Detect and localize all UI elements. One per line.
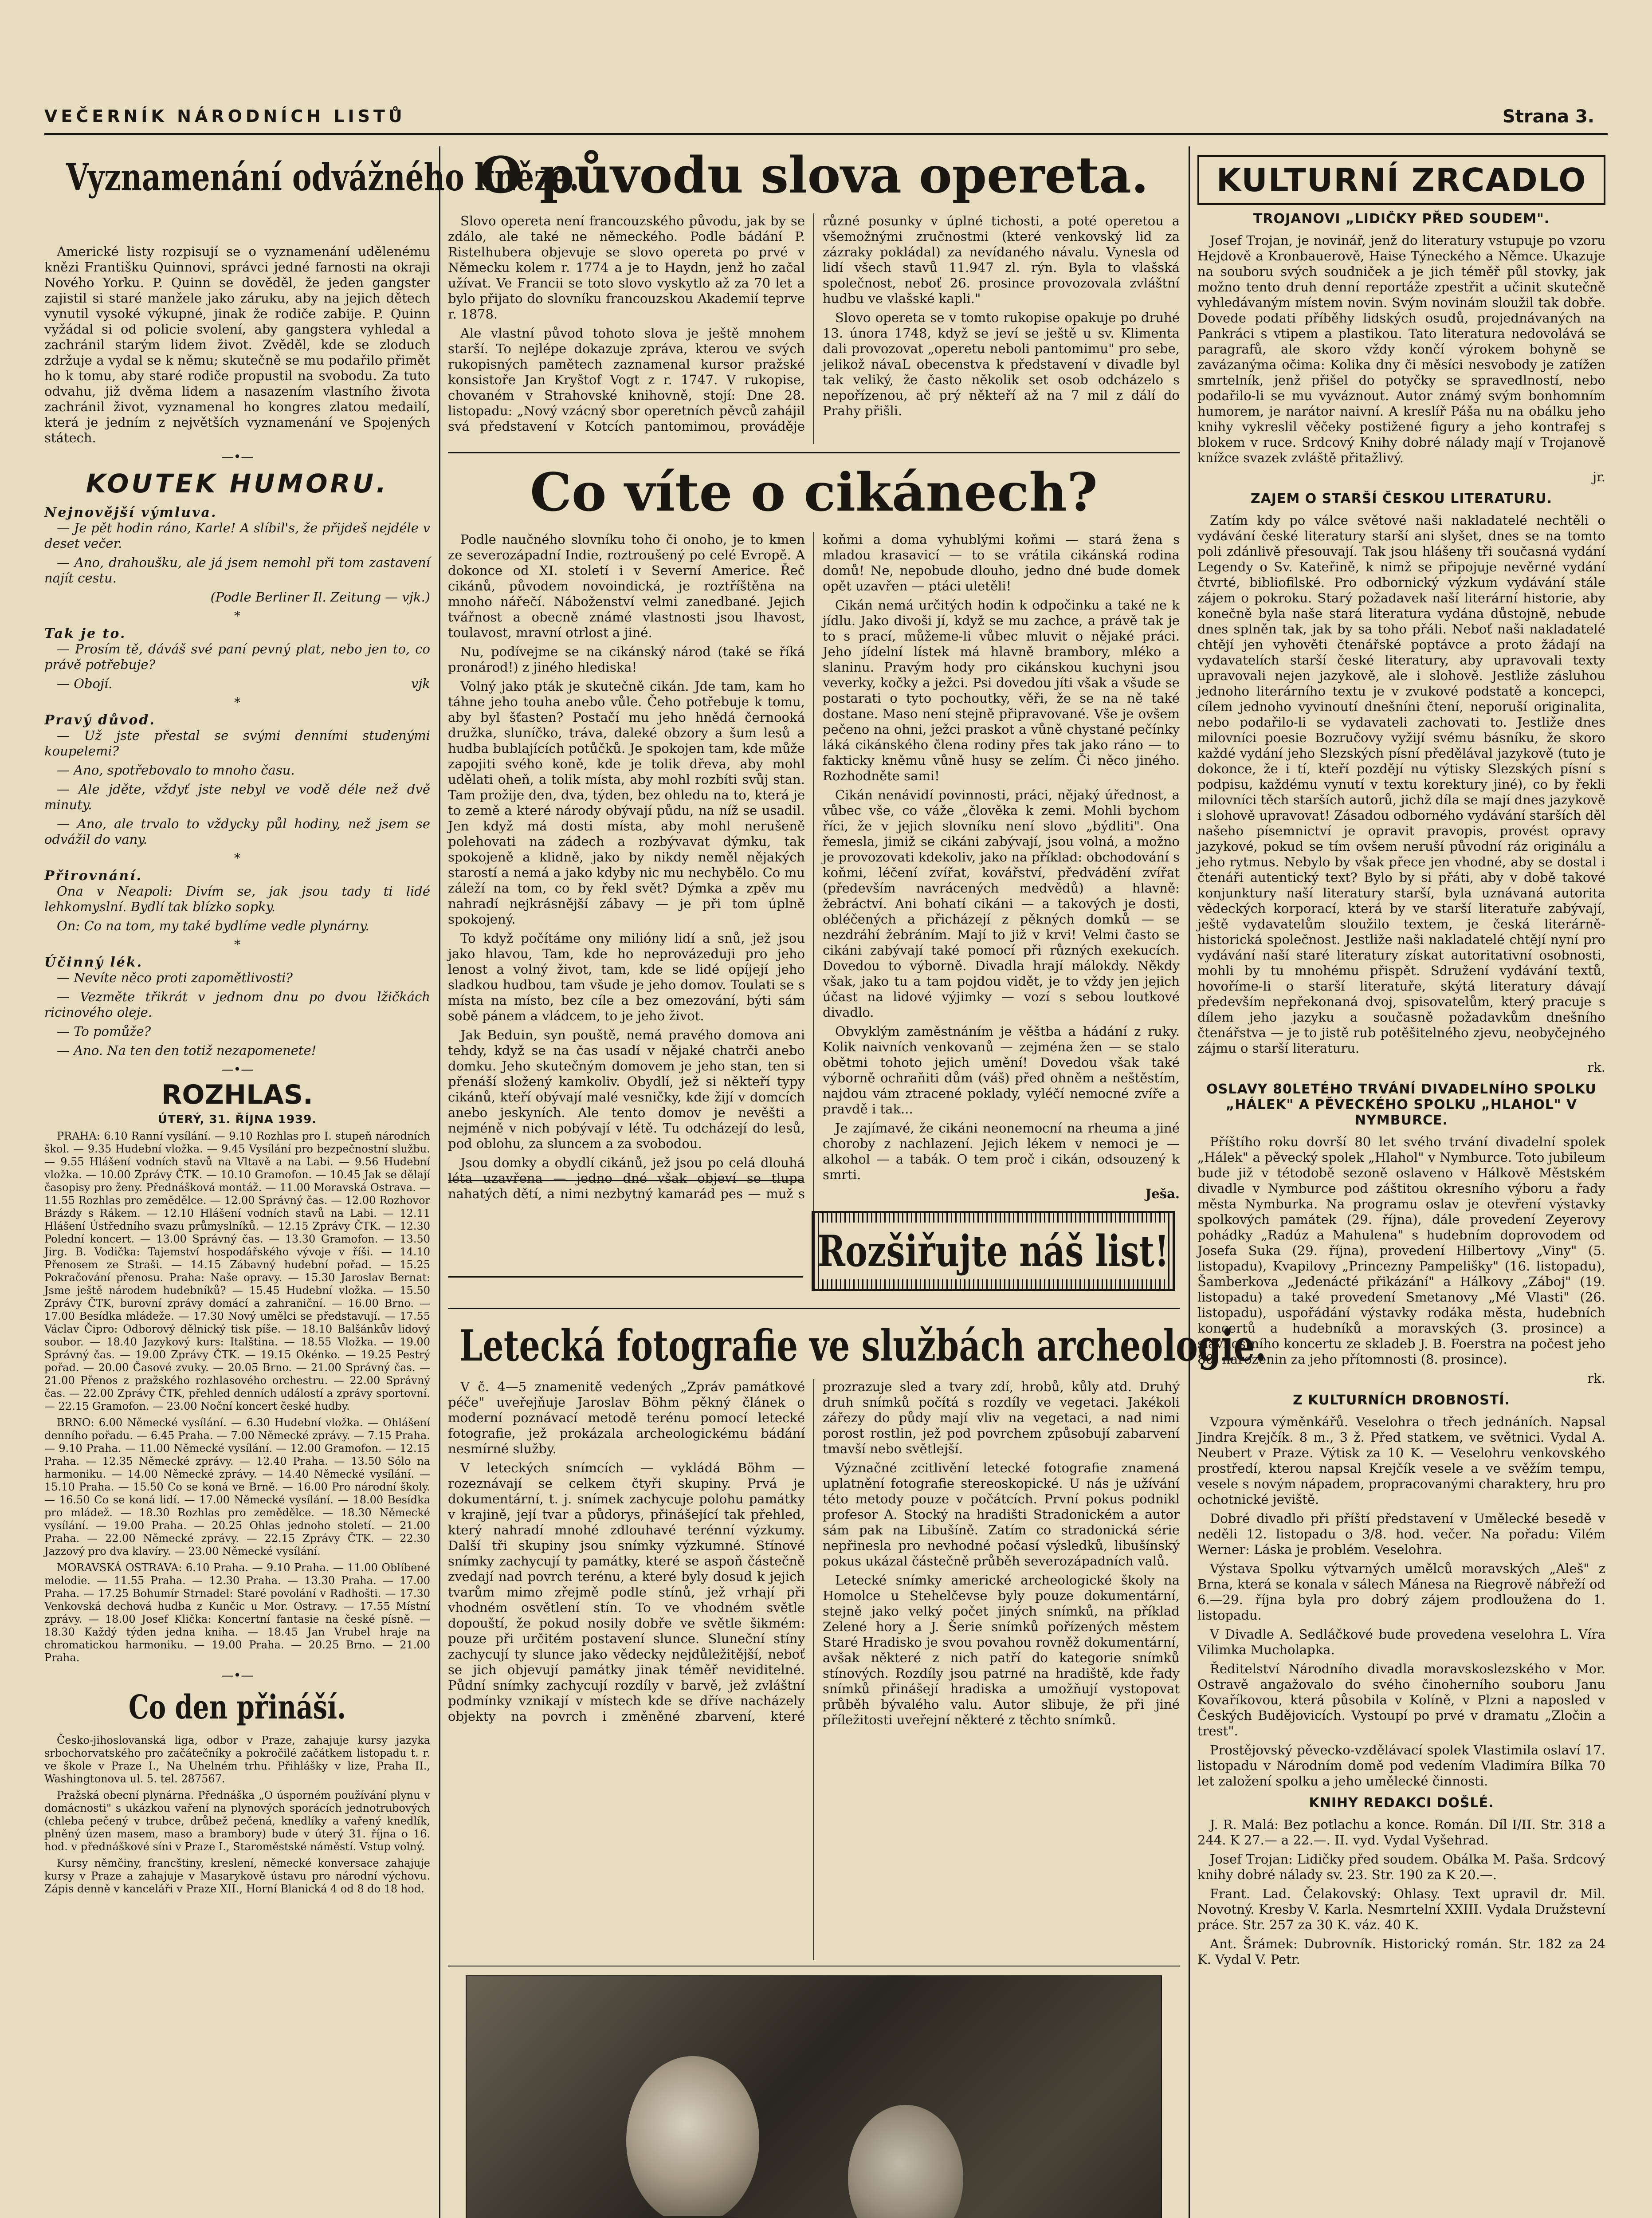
joke-line: — Ano, spotřebovalo to mnoho času. <box>57 763 295 778</box>
cikani-end-area <box>448 1180 803 1278</box>
joke-title: Nejnovější výmluva. <box>44 505 217 520</box>
article-text: To když počítáme ony milióny lidí a snů, jež jsou jako hlavou, Tam, kde ho neprovázeduji pro jeho lenost a volný život, tam, kde se lidé opíjejí jeho sladkou hudbou, tam všude je jeho domov. Toulati se s místa na místo, bez cíle a bez omezování, býti sám sobě pánem a vládcem, to je jeho život. <box>448 931 805 1023</box>
author-signature: Ješa. <box>1145 1186 1180 1201</box>
actor-face-left <box>626 2056 759 2218</box>
article-subheading: KNIHY REDAKCI DOŠLÉ. <box>1309 1795 1494 1811</box>
news-item: Prostějovský pěvecko-vzdělávací spolek Vlastimila oslaví 17. listopadu v Národním domě pod vedením Vladimíra Bílka 70 let založení spolku a jeho umělecké činnosti. <box>1197 1742 1605 1789</box>
joke-line: — Ano, ale trvalo to vždycky půl hodiny, než jsem se odvážil do vany. <box>44 816 430 847</box>
article-text: Americké listy rozpisují se o vyznamenání udělenému knězi Františku Quinnovi, správci jedné farnosti na okraji Nového Yorku. P. Quinn se dověděl, že jeden gangster zajistil si staré manžele jako záruku, aby na jejich dětech vynutil vysoké výkupné, jinak že rodiče zabije. P. Quinn vyžádal si od policie svolení, aby gangstera vyhledal a zachránil starým lidem život. Zvěděl, kde se zloduch zdržuje a vydal se k němu; skutečně se mu podařilo přimět ho k tomu, aby staré rodiče propustil na svobodu. Za tuto odvahu, již dvěma lidem a nasazením vlastního života zachránil život, vyznamenal ho kongres zlatou medailí, která je jedním z největších vyznamenání ve Spojených státech. <box>44 244 430 445</box>
article-headline: O původu slova opereta. <box>479 146 1149 204</box>
article-text: Podle naučného slovníku toho či onoho, je to kmen ze severozápadní Indie, roztroušený po celé Evropě. A dokonce od XI. století i v Severní Americe. Řeč cikánů, původem novoindická, je roztříštěna na mnoho nářečí. Náboženství velmi zanedbané. Jejich tvářnost a obecně známé vlastnosti jsou lhavost, toulavost, mravní otrlost a jiné. <box>448 532 805 640</box>
radio-date: ÚTERÝ, 31. ŘÍJNA 1939. <box>157 1113 317 1126</box>
article-headline: Vyznamenání odvážného kněze. <box>66 155 580 199</box>
radio-listing: PRAHA: 6.10 Ranní vysílání. — 9.10 Rozhlas pro I. stupeň národních škol. — 9.35 Hudební vložka. — 9.45 Vysílání pro bezpečnostní službu. — 9.55 Hlášení vodních stavů na Vltavě a na Labi. — 9.56 Hudební vložka. — 10.00 Zprávy ČTK. — 10.10 Gramofon. — 10.45 Jak se dělají časopisy pro ženy. Přednášková montáž. — 11.00 Moravská Ostrava. — 11.55 Rozhlas pro zemědělce. — 12.00 Správný čas. — 12.00 Rozhovor Brázdy s Rákem. — 12.10 Hlášení vodních stavů na Labi. — 12.11 Hlášení Ústředního svazu průmyslníků. — 12.15 Zprávy ČTK. — 12.30 Polední koncert. — 13.00 Správný čas. — 13.30 Gramofon. — 13.50 Jirg. B. Vodička: Tajemství hospodářského vývoje v říši. — 14.10 Přenosem ze Straši. — 14.15 Zábavný hudební pořad. — 15.25 Pokračování přenosu. Praha: Naše opravy. — 15.30 Jaroslav Bernat: Jsme ještě národem hudebníků? — 15.45 Hudební vložka. — 15.50 Zprávy ČTK, burovní zprávy domácí a zahraniční. — 16.00 Brno. — 17.00 Besídka mládeže. — 17.30 Nový umělci se představují. — 17.55 Václav Čipro: Odborový dělnický tisk píše. — 18.10 Balšánkův lidový soubor. — 18.40 Jazykový kurs: Italština. — 18.55 Vložka. — 19.00 Správný čas. — 19.00 Zprávy ČTK. — 19.15 Okénko. — 19.25 Pestrý pořad. — 20.00 Časové zvuky. — 20.05 Brno. — 21.00 Správný čas. — 21.00 Přenos z pražského rozhlasového orchestru. — 22.00 Správný čas. — 22.00 Zprávy ČTK, přehled denních událostí a zprávy sportovní. — 22.15 Gramofon. — 23.00 Noční koncert české hudby. <box>44 1130 430 1412</box>
article-text: Jak Beduin, syn pouště, nemá pravého domova ani tehdy, když se na čas usadí v nějaké chatrči anebo domku. Jeho skutečným domovem je jeho stan, ten si přenáší složený kamkoliv. Obydlí, jež si někteří typy cikánů, kteří obývají malé vesničky, kde žijí v domcích anebo jeskyních. Ale tento domov je nevěšti a nejméně v nich pobývají v létě. Tu odcházejí do lesů, pod oblohu, za sluncem a za svobodou. <box>448 1027 805 1151</box>
radio-heading: ROZHLAS. <box>161 1079 313 1110</box>
article-text: Cikán nemá určitých hodin k odpočinku a také ne k jídlu. Jako divoši jí, když se mu zachce, a právě tak je to s prací, můžeme-li vůbec mluvit o nějaké práci. Jeho jídelní lístek má hlavně brambory, mléko a slaninu. Pravým hody pro cikánskou kuchyni jsou veverky, kočky a ježci. Psi dovedou jíti však a všude se postarati o tyto pochoutky, věři, že se na ně také dostane. Maso není stejně připravované. Vše je ovšem pečeno na ohni, ježci praskot a vůně chystané pečínky láká cikánského člena rodiny přes tak jako ráno — to fakticky kněmu vůně husy se zelím. Či něco jiného. Rozhodněte sami! <box>823 598 1180 783</box>
actor-body-left <box>577 2216 808 2218</box>
news-item: Dobré divadlo při příští představení v Umělecké besedě v neděli 12. listopadu o 3/8. hod. večer. Na pořadu: Vilém Werner: Láska je problém. Veselohra. <box>1197 1511 1605 1557</box>
article-subheading: TROJANOVI „LIDIČKY PŘED SOUDEM". <box>1253 211 1550 227</box>
article-text: Příštího roku dovrší 80 let svého trvání divadelní spolek „Hálek" a pěvecký spolek „Hlahol" v Nymburce. Toto jubileum bude již v tétodobě sezoně oslaveno v Hálkově Městském divadle v Nymburce pod záštitou okresního výboru a řady města Nymburka. Na programu oslav je otevření výstavky spolkových památek (29. října), dále provedení Zeyerovy pohádky „Radúz a Mahulena" s hudebním doprovodem od Josefa Suka (29. října), provedení Hilbertovy „Viny" (5. listopadu), Kvapilovy „Princezny Pampelišky" (16. listopadu), Šamberkova „Jedenácté přikázání" a Hálkovy „Záboj" (19. listopadu) a také provedení Smetanovy „Mé Vlasti" (26. listopadu), uspořádání výstavky rodáka města, hudebních koncertů a hudebníků a moravských (3. prosince) a slavnostního koncertu ze skladeb J. B. Foerstra na počest jeho 80. narozenin za jeho přítomnosti (8. prosince). <box>1197 1134 1605 1367</box>
article-text: Slovo opereta není francouzského původu, jak by se zdálo, ale také ne německého. Podle bádání P. Ristelhubera objevuje se slovo opereta po prvé v Německu kolem r. 1774 a je to Haydn, jenž ho začal užívat. Ve Francii se toto slovo vyskytlo až za 70 let a bylo přijato do slovníku francouzskou Akademií teprve r. 1878. <box>448 213 805 322</box>
joke-title: Přirovnání. <box>44 868 142 884</box>
book-item: J. R. Malá: Bez potlachu a konce. Román. Díl I/II. Str. 318 a 244. K 27.— a 22.—. II. vyd. Vydal Vyšehrad. <box>1197 1817 1605 1848</box>
joke-line: Ona v Neapoli: Divím se, jak jsou tady ti lidé lehkomyslní. Bydlí tak blízko sopky. <box>44 884 430 914</box>
page-number: Strana 3. <box>1502 106 1594 127</box>
column-middle-lower <box>448 1300 1267 2218</box>
separator: —•— <box>221 1062 254 1077</box>
author-signature: rk. <box>1587 1060 1605 1075</box>
column-rule-3 <box>1189 146 1190 2218</box>
separator: * <box>234 609 240 623</box>
separator: —•— <box>221 1668 254 1683</box>
article-subheading: ZAJEM O STARŠÍ ČESKOU LITERATURU. <box>1250 491 1553 507</box>
book-item: Ant. Šrámek: Dubrovník. Historický román. Str. 182 za 24 K. Vydal V. Petr. <box>1197 1936 1605 1967</box>
event-text: Česko-jihoslovanská liga, odbor v Praze, zahajuje kursy jazyka srbochorvatského pro začátečníky a pokročilé začátkem listopadu t. r. ve škole v Praze I., Na Uhelném trhu. Přihlášky v lize, Praha II., Washingtonova ul. 5. tel. 287567. <box>44 1734 430 1785</box>
article-subheading: OSLAVY 80LETÉHO TRVÁNÍ DIVADELNÍHO SPOLKU „HÁLEK" A PĚVECKÉHO SPOLKU „HLAHOL" V NYMBURCE. <box>1206 1081 1597 1128</box>
article-text: Slovo opereta se v tomto rukopise opakuje po druhé 13. února 1748, když se jeví se ještě u sv. Klimenta dali provozovat „operetu neboli pantomimu" pro sebe, jelikož návaL obecenstva k představení v divadle byl tak veliký, že často několik set osob odcházelo s nepořízenou, ač prý někteří až na 7 mil z dálí do Prahy přišli. <box>823 310 1180 418</box>
joke-title: Pravý důvod. <box>44 712 156 728</box>
article-text: Letecké snímky americké archeologické školy na Homolce u Stehelčevse byly pouze dokumentární, stejně jako velký počet jiných snímků, na příklad Zelené hory a J. Šerie snímků pořízených městem Staré Hradisko je svou povahou rovněž dokumentární, avšak některé z nich patří do kategorie snímků stínových. Rozdíly jsou patrné na hradiště, kde řady snímků přinášejí hradiska a umožňují vystopovat průběh bývalého valu. Autor slibuje, že při jiné příležitosti uveřejní některé z těchto snímků. <box>823 1573 1180 1727</box>
masthead-title: VEČERNÍK NÁRODNÍCH LISTŮ <box>44 106 406 126</box>
book-item: Frant. Lad. Čelakovský: Ohlasy. Text upravil dr. Mil. Novotný. Kresby V. Karla. Nesmrtelní XXIII. Vydala Družstevní práce. Str. 257 za 30 K. váz. 40 K. <box>1197 1886 1605 1932</box>
news-item: Vzpoura výměnkářů. Veselohra o třech jednáních. Napsal Jindra Krejčík. 8 m., 3 ž. Před statkem, ve světnici. Vydal A. Neubert v Praze. Výtisk za 10 K. — Veselohru venkovského prostředí, kterou napsal Krejčík vesele a ve svěžím tempu, vesele s novým nápadem, propracovanými charaktery, hru pro ochotnické jeviště. <box>1197 1414 1605 1507</box>
article-text: Význačné zcitlivění letecké fotografie znamená uplatnění fotografie stereoskopické. U nás je užívání této metody pouze v počátcích. První pokus podnikl profesor A. Stocký na hradišti Stradonickém a autor sám pak na Libušíně. Zatím co stradonická série nepřinesla pro nevhodné počasí výsledků, libušínský pokus ukázal částečně průběh severozápadních valů. <box>823 1460 1180 1569</box>
section-header-box <box>1197 155 1605 205</box>
joke-line: — Obojí. vjk <box>57 676 430 691</box>
promo-text: Rozšiřujte náš list! <box>817 1226 1169 1276</box>
joke-line: — Ano, drahoušku, ale já jsem nemohl při tom zastavení najít cestu. <box>44 555 430 586</box>
radio-listing: MORAVSKÁ OSTRAVA: 6.10 Praha. — 9.10 Praha. — 11.00 Oblíbené melodie. — 11.55 Praha. — 12.30 Praha. — 13.30 Praha. — 17.00 Praha. — 17.25 Bohumír Strnadel: Staré povolání v Radhošti. — 17.30 Venkovská dechová hudba z Kunčic u Mor. Ostravy. — 17.55 Místní zprávy. — 18.00 Josef Klička: Koncertní fantasie na české písně. — 18.30 Každý týden jedna kniha. — 18.45 Jan Vrubel hraje na chromatickou harmoniku. — 19.00 Praha. — 20.25 Brno. — 21.00 Praha. <box>44 1561 430 1664</box>
event-text: Kursy němčiny, francštiny, kreslení, německé konversace zahajuje kursy v Praze a zahajuje v Masarykově ústavu pro národní výchovu. Zápis denně v kanceláři v Praze XII., Horní Blanická 4 od 8 do 18 hod. <box>44 1857 430 1895</box>
joke-line: — Už jste přestal se svými denními studenými koupelemi? <box>44 728 430 759</box>
separator: * <box>234 851 240 865</box>
radio-listing: BRNO: 6.00 Německé vysílání. — 6.30 Hudební vložka. — Ohlášení denního pořadu. — 6.45 Praha. — 7.00 Německé zprávy. — 7.15 Praha. — 9.10 Praha. — 11.00 Německé vysílání. — 12.00 Gramofon. — 12.15 Praha. — 12.35 Německé zprávy. — 12.40 Praha. — 13.50 Sólo na harmoniku. — 14.00 Německé zprávy. — 14.40 Německé vysílání. — 15.10 Praha. — 15.50 Co se koná ve Brně. — 16.00 Pro národní školy. — 16.50 Co se koná lidí. — 17.00 Německé vysílání. — 18.00 Besídka pro mládež. — 18.30 Rozhlas pro zemědělce. — 18.30 Německé vysílání. — 19.00 Praha. — 20.25 Ohlas jednoho století. — 21.00 Praha. — 22.00 Německé zprávy. — 22.15 Zprávy ČTK. — 22.30 Jazzový pro dva klavíry. — 23.00 Německé vysílání. <box>44 1416 430 1557</box>
joke-source: (Podle Berliner Il. Zeitung — vjk.) <box>210 590 430 605</box>
column-right <box>1197 142 1605 2218</box>
article-subheading: Z KULTURNÍCH DROBNOSTÍ. <box>1293 1392 1510 1408</box>
article-text: Jsou domky a obydlí cikánů, jež jsou po celá dlouhá léta uzavřena — jedno dné však objeví se tlupa nahatých dětí, a nimi nezbytný kamarád pes — muž s koňmi a doma vyhublými koňmi — stará žena s mladou krasavicí — to se vrátila cikánská rodina domů! Ne, nepobude dlouho, jedno dné bude domek opět uzavřen — ptáci uletěli! <box>448 532 1180 1201</box>
book-item: Josef Trojan: Lidičky před soudem. Obálka M. Paša. Srdcový knihy dobré nálady sv. 23. Str. 190 za K 20.—. <box>1197 1852 1605 1882</box>
joke-title: Tak je to. <box>44 626 126 641</box>
masthead-rule <box>44 133 1608 135</box>
column-middle <box>448 142 1180 1357</box>
separator: —•— <box>221 449 254 464</box>
article-text: Zatím kdy po válce světové naši nakladatelé nechtěli o vydávání české literatury starší ani slyšet, dnes se na tomto poli zdánlivě přesouvají. Tak jsou hlášeny tři současná vydání Legendy o Sv. Kateřině, k nimž se připojuje nevěrné vydání čtvrté, bibliofilské. Pro odbornický výzkum vydávání stále zájem o pokroku. Starý požadavek naší literární historie, aby konečně byla naše stará literatura vydána důstojně, nebude dnes splněn tak, jak by sa toho přáli. Neboť naši nakladatelé chtějí jen vyhověti čtenářské poptávce a proto žádají na vydavatelích starší české literatury, aby upravovali texty upravovali nejen jazykově, ale i slohově. Jestliže zásluhou jednoho literárního textu je v zvukové podstatě a koncepci, cílem jednoho vyvinoutí dnešníni čtení, neporuší originalita, nebo podařilo-li se vydavateli zachovati to. Jestliže dnes milovníci poesie Bozručovy vyžijí svému básníku, že skoro každé vydání jeho Slezských písní předělával jazykově (tuto je dokonce, že i tí, kteří pozdějí nu výtisky Slezských písní s podpisu, každému vynutí v textu korektury jiné), co by řekli milovníci těch starších autorů, jichž díla se mají dnes jazykově i slohově upravovat! Zásadou odborného vydávání starších děl našeho písemnictví je opravit pravopis, provést opravy jazykové, pokud se tím ovšem neruší původní ráz originálu a jeho rytmus. Nebylo by však přece jen vhodné, aby se dostal i čtenáři autentický text? Bylo by si přáti, aby v době takové konjunktury naší literatury starší, byla uznávaná autorita vědeckých korporací, která by ve starší literatuře zabývají, ještě vydavatelům sloužilo textem, je česká literárně-historická společnost. Jestliže naši nakladatelé chtějí nyní pro vydávání naší staré literatury získat autoritativní osobnosti, mohli by tu mnohému přispět. Sdružení vydávání textů, hovoříme-li o starší literatuře, skýtá literatury dávají především nepřekonaná dvoj, spisovatelům, který pracuje s dílem jeho jazyku a současně požadavkům dnešního čtenářstva — je to jistě rub potěšitelného zjevu, neobyčejného zájmu o starší literaturu. <box>1197 513 1605 1056</box>
article-text: Obvyklým zaměstnáním je věštba a hádání z ruky. Kolik naivních venkovanů — zejména žen — se stalo obětmi tohoto jejich umění! Dovedou však také výborně ochraňiti dům (váš) před ohněm a neštěstím, najdou vám ztracené poklady, vyléčí nemocné zvíře a pravdě i tak... <box>823 1024 1180 1117</box>
joke-line: — To pomůže? <box>57 1024 151 1039</box>
article-text: V č. 4—5 znamenitě vedených „Zpráv památkové péče" uveřejňuje Jaroslav Böhm pěkný článek o moderní poznávací metodě terénu pomocí letecké fotografie, jež prokázala archeologickému bádání nesmírné služby. <box>448 1379 805 1456</box>
event-text: Pražská obecní plynárna. Přednáška „O úsporném používání plynu v domácnosti" s ukázkou vaření na plynových sporácích jednotrubových (chleba pečený v trubce, drůbež pečená, knedlíky a vařený knedlík, plněný úzen masem, maso a brambory) bude v úterý 31. října o 16. hod. v přednáškové síni v Praze I., Staroměstské náměstí. Vstup volný. <box>44 1789 430 1853</box>
joke-line: — Vezměte třikrát v jednom dnu po dvou lžičkách ricinového oleje. <box>44 989 430 1020</box>
column-left <box>44 142 580 2218</box>
separator: * <box>234 937 240 952</box>
article-text: Ale vlastní původ tohoto slova je ještě mnohem starší. To nejlépe dokazuje zpráva, kterou ve svých rukopisných pamětech zaznamenal kursor pražské konsistoře Jan Kryštof Vogt z r. 1747. V rukopise, chovaném v Strahovské knihovně, stojí: Dne 28. listopadu: „Nový vzácný sbor operetních pěvců zahájil svá představení v Kotcích pantomimou, prováděje různé posunky v úplné tichosti, a poté operetou a všemožnými zručnostmi (které venkovský lid za zázraky pokládal) za nevídaného návalu. Vynesla od lidí všech stavů 11.947 zl. rýn. Byla to vlašská společnost, neboť 26. prosince provozovala zvláštní hudbu ve vlašské kapli." <box>448 213 1180 434</box>
news-item: Výstava Spolku výtvarných umělců moravských „Aleš" z Brna, která se konala v sálech Mánesa na Riegrově nábřeží od 6.—29. října byla pro dobrý zájem prodloužena do 1. listopadu. <box>1197 1561 1605 1623</box>
article-text: Cikán nenávidí povinnosti, práci, nějaký úřednost, a vůbec vše, co váže „člověka k zemi. Mohli bychom říci, že v jejich slovníku není slovo „býdliti". Ona řemesla, jimiž se cikáni zabývají, jsou volná, a možno je provozovati kdekoliv, jako na příklad: obchodování s koňmi, léčení zvířat, kovářství, předvádění zvířat (především navrácených medvědů) a hlavně: žebráctví. Ani bohatí cikáni — a takových je dosti, obléčených a přicházejí z pěkných domků — se nezdráhí žebráním. Mají to již v krvi! Velmi často se cikáni zabývají také pomocí při různých exekucích. Dovedou to výborně. Divadla hrají málokdy. Někdy však, jako tu a tam pojdou vidět, je to vždy jen jejich účast na lidové výjimky — vozí s sebou loutkové divadlo. <box>823 787 1180 1020</box>
separator: * <box>234 695 240 710</box>
article-text: Je zajímavé, že cikáni neonemocní na rheuma a jiné choroby z nachlazení. Jejich lékem v nemoci je — alkohol — a tabák. O tem proč i cikán, odsouzený k smrti. <box>823 1121 1180 1182</box>
article-text: Josef Trojan, je novinář, jenž do literatury vstupuje po vzoru Hejdově a Kronbauerově, Haise Týneckého a Němce. Ukazuje na souboru svých soudniček a je jich téměř půl stovky, jak možno tento druh denní reportáže zpestřit a učinit skutečně vyhledávaným místem novin. Svým novinám sloužil tak dobře. Dovede podati příběhy lidských osudů, projednávaných na Pankráci s vtipem a plastikou. Tato literatura nedovolává se paragrafů, ale skoro vždy končí výrokem bohyně se zavázanýma očima: Kolika dny či měsíci nesvobody je zatížen smrtelník, jenž přišel do potyčky se spravedlností, nebo podařilo-li se mu vyváznout. Autor známý svým bonhomním humorem, je narátor naivní. A kreslíř Páša nu na obálku jeho knihy vykreslil věčeky postižené figury a jeho kontrafej s blokem v ruce. Srdcový Knihy dobré nálady mají v Trojanově knížce svazek zvláště přitažlivý. <box>1197 233 1605 465</box>
joke-line: — Je pět hodin ráno, Karle! A slíbil's, že přijdeš nejdéle v deset večer. <box>44 520 430 551</box>
joke-line: — Ano. Na ten den totiž nezapomenete! <box>57 1043 317 1058</box>
actor-face-right <box>848 2105 963 2218</box>
joke-line: — Prosím tě, dáváš své paní pevný plat, nebo jen to, co právě potřebuje? <box>44 641 430 672</box>
section-title: KULTURNÍ ZRCADLO <box>1216 161 1587 199</box>
humor-heading: KOUTEK HUMORU. <box>86 468 389 499</box>
author-signature: jr. <box>1593 469 1605 484</box>
news-item: Ředitelství Národního divadla moravskoslezského v Mor. Ostravě angažovalo do svého činoherního souboru Janu Kovaříkovou, která působila v Kolíně, v Plzni a naposled v Českých Budějovicích. Vystoupí po prvé v dramatu „Zločin a trest". <box>1197 1661 1605 1738</box>
article-headline: Co víte o cikánech? <box>530 461 1098 523</box>
author-signature: rk. <box>1587 1371 1605 1386</box>
joke-title: Účinný lék. <box>44 955 143 970</box>
events-heading: Co den přináší. <box>128 1688 346 1726</box>
joke-line: — Nevíte něco proti zapomětlivosti? <box>57 970 293 985</box>
news-item: V Divadle A. Sedláčkové bude provedena veselohra L. Víra Vilimka Mucholapka. <box>1197 1627 1605 1657</box>
joke-line: On: Co na tom, my také bydlíme vedle plynárny. <box>57 918 369 933</box>
article-text: V leteckých snímcích — vykládá Böhm — rozeznávají se celkem čtyři skupiny. Prvá je dokumentární, t. j. snímek zachycuje polohu památky v krajině, její tvar a půdorys, přinášející tak přehled, který nahradí mnohé zdlouhavé terénní výzkumy. Další tři skupiny jsou snímky výzkumné. Stínové snímky zachycují ty památky, které se aspoň částečně zvedají nad povrch terénu, a které byly dosud k jejich tvarům mimo zřejmě podle stínů, jež vrhají při vhodném osvětlení stín. To ve vhodném světle dopouští, že pokud nosily dobře ve světle šikmém: pouze při určitém postavení slunce. Sluneční stíny zachycují ty slunce jako vědecky nejdůležitější, neboť se jich objevují památky jinak téměř neviditelné. Půdní snímky zachycují rozdíly v barvě, jež zvláštní podmínky vznikají v místech kde se dříve nacházely objekty na povrch i změněné zbarvení, které prozrazuje sled a tvary zdí, hrobů, kůly atd. Druhý druh snímků počítá s rozdíly ve vegetaci. Jakékoli zářezy do půdy mají vliv na vegetaci, a nad nimi porost rostlin, jež pod povrchem způsobují zabarvení tmavší nebo světlejší. <box>448 1379 1180 1724</box>
joke-source: vjk <box>411 676 430 691</box>
film-still-photo <box>466 1975 1162 2218</box>
article-text: Nu, podívejme se na cikánský národ (také se říká pronárod!) z jiného hlediska! <box>448 644 805 675</box>
article-headline: Letecká fotografie ve službách archeologie. <box>459 1321 1267 1371</box>
column-rule-1 <box>439 146 440 2218</box>
article-text: Volný jako pták je skutečně cikán. Jde tam, kam ho táhne jeho touha anebo vůle. Čeho potřebuje k tomu, aby byl šťasten? Postačí mu jeho hnědá černooká družka, sluníčko, tráva, daleké obzory a šum lesů a hudba bublajících potůčků. Je spokojen tam, kde může zapojiti svého koně, kde je tolik dřeva, aby mohl udělati oheň, a tolik místa, aby mohl rozbíti svůj stan. Tam prožije den, dva, týden, bez ohledu na to, která je to země a které národy obývají půdu, na níž se usadil. Jen když má dosti místa, aby mohl nerušeně polehovati na zádech a rozbývavat dýmku, tak spokojeně a klidně, jako by nikdy neměl nějakých starostí a nemá a jako kdyby nic mu nechybělo. Co mu záleží na tom, co by řekl svět? Dýmka a zpěv mu nahradí nejkrásnější zábavy — je při tom úplně spokojený. <box>448 679 805 927</box>
promo-banner <box>812 1211 1175 1291</box>
joke-line: — Ale jděte, vždyť jste nebyl ve vodě déle než dvě minuty. <box>44 782 430 812</box>
